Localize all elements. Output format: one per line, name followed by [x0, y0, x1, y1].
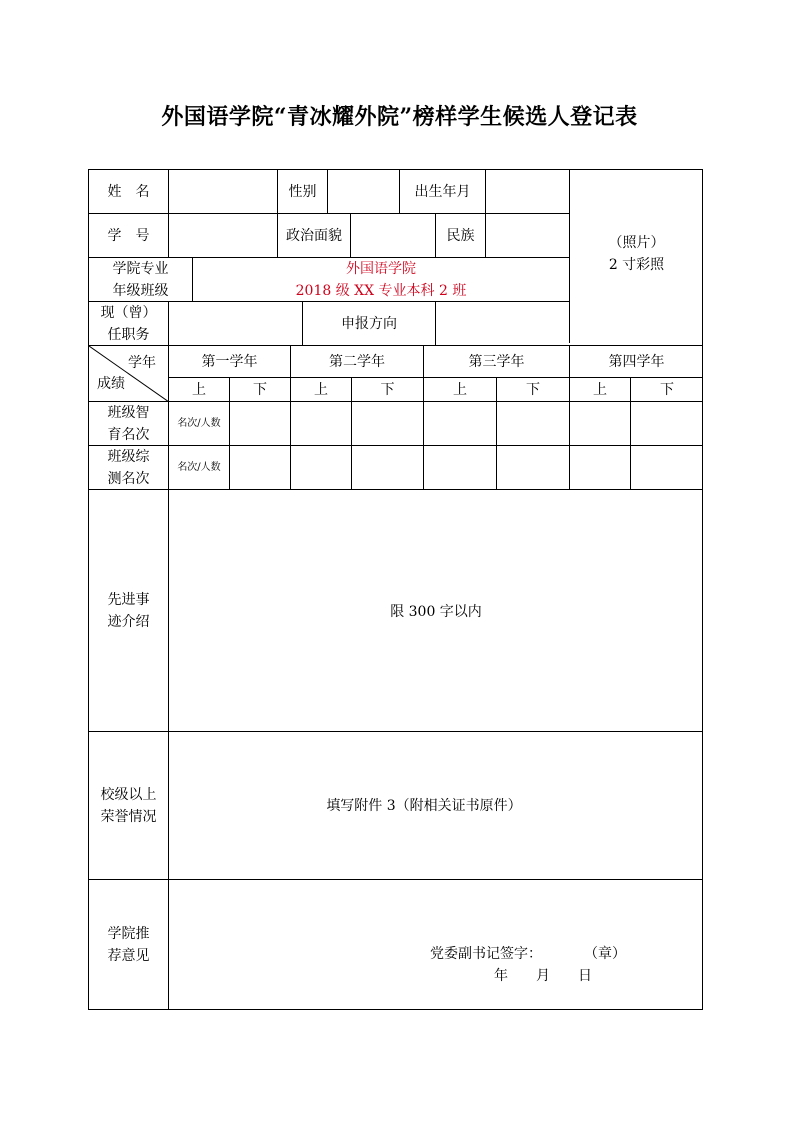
rank-comp-cell[interactable] [423, 445, 496, 489]
label-ethnicity: 民族 [435, 213, 485, 257]
rank-comp-cell[interactable] [351, 445, 423, 489]
label-rank-intel-line2: 育名次 [107, 426, 150, 443]
label-rank-comp-line2: 测名次 [107, 470, 150, 487]
term-header: 下 [351, 377, 423, 401]
label-political: 政治面貌 [277, 213, 350, 257]
label-recommend-line1: 学院推 [107, 926, 150, 942]
date-line: 年 月 日 [494, 968, 592, 984]
rank-intel-cell[interactable] [290, 401, 351, 445]
rank-intel-cell[interactable]: 名次/人数 [168, 401, 229, 445]
honors-hint: 填写附件 3（附相关证书原件） [326, 797, 522, 814]
label-score: 成绩 [97, 376, 125, 392]
label-deeds [88, 489, 168, 731]
label-year: 学年 [128, 355, 156, 371]
label-major-line1: 学院专业 [112, 260, 169, 277]
label-honors [88, 731, 168, 879]
name-field[interactable] [168, 169, 277, 213]
rank-comp-cell[interactable] [229, 445, 290, 489]
label-apply-direction: 申报方向 [302, 301, 435, 345]
photo-box[interactable] [569, 169, 703, 343]
year-4-header: 第四学年 [569, 345, 703, 377]
label-rank-comp [88, 445, 168, 489]
apply-direction-field[interactable] [435, 301, 569, 345]
deeds-hint: 限 300 字以内 [390, 603, 482, 620]
photo-size-label: 2 寸彩照 [608, 256, 665, 273]
rank-comp-cell[interactable]: 名次/人数 [168, 445, 229, 489]
birth-field[interactable] [485, 169, 569, 213]
label-position-line1: 现（曾） [100, 304, 157, 321]
rank-comp-cell[interactable] [569, 445, 630, 489]
major-value-line1: 外国语学院 [346, 260, 416, 277]
label-recommend [88, 879, 168, 1010]
year-1-header: 第一学年 [168, 345, 290, 377]
major-field[interactable] [192, 257, 569, 301]
term-header: 下 [630, 377, 703, 401]
rank-comp-cell[interactable] [290, 445, 351, 489]
label-name: 姓 名 [88, 169, 168, 213]
term-header: 上 [168, 377, 229, 401]
label-deeds-line1: 先进事 [107, 591, 150, 608]
label-recommend-line2: 荐意见 [107, 948, 150, 964]
form-title: 外国语学院“青冰耀外院”榜样学生候选人登记表 [161, 104, 638, 130]
rank-comp-cell[interactable] [630, 445, 703, 489]
label-rank-comp-line1: 班级综 [107, 448, 150, 465]
rank-intel-cell[interactable] [351, 401, 423, 445]
year-3-header: 第三学年 [423, 345, 569, 377]
ethnicity-field[interactable] [485, 213, 569, 257]
label-gender: 性别 [277, 169, 327, 213]
rank-intel-cell[interactable] [423, 401, 496, 445]
deeds-field[interactable] [168, 489, 703, 731]
term-header: 下 [229, 377, 290, 401]
label-position [88, 301, 168, 345]
year-score-header [88, 345, 168, 401]
label-deeds-line2: 迹介绍 [107, 613, 150, 630]
term-header: 上 [290, 377, 351, 401]
recommend-field[interactable] [168, 879, 703, 1010]
rank-intel-cell[interactable] [229, 401, 290, 445]
label-student-id: 学 号 [88, 213, 168, 257]
student-id-field[interactable] [168, 213, 277, 257]
label-rank-intel [88, 401, 168, 445]
year-2-header: 第二学年 [290, 345, 423, 377]
label-major-line2: 年级班级 [112, 282, 169, 299]
rank-intel-cell[interactable] [496, 401, 569, 445]
label-honors-line1: 校级以上 [100, 786, 157, 803]
label-rank-intel-line1: 班级智 [107, 404, 150, 421]
rank-intel-cell[interactable] [630, 401, 703, 445]
gender-field[interactable] [327, 169, 399, 213]
label-birth: 出生年月 [399, 169, 485, 213]
label-position-line2: 任职务 [107, 326, 150, 343]
label-major [88, 257, 192, 301]
rank-comp-cell[interactable] [496, 445, 569, 489]
term-header: 下 [496, 377, 569, 401]
term-header: 上 [569, 377, 630, 401]
term-header: 上 [423, 377, 496, 401]
signature-line: 党委副书记签字： （章） [430, 946, 626, 962]
label-honors-line2: 荣誉情况 [100, 808, 157, 825]
major-value-line2: 2018 级 XX 专业本科 2 班 [295, 282, 467, 299]
rank-intel-cell[interactable] [569, 401, 630, 445]
position-field[interactable] [168, 301, 302, 345]
honors-field[interactable] [168, 731, 703, 879]
political-field[interactable] [350, 213, 435, 257]
photo-label: （照片） [608, 234, 665, 251]
